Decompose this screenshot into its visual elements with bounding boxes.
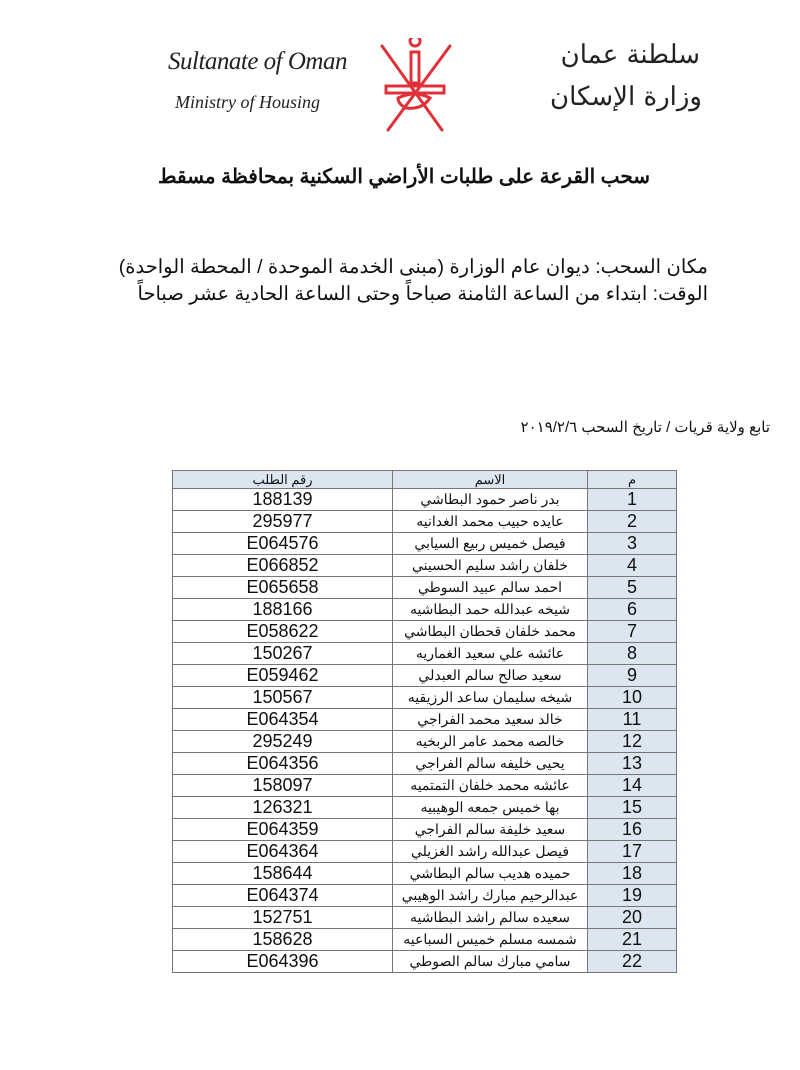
row-name: خالصه محمد عامر الربخيه [393,731,588,753]
row-request-number: 188166 [173,599,393,621]
row-request-number: 295977 [173,511,393,533]
row-name: خلفان راشد سليم الحسيني [393,555,588,577]
row-request-number: 150567 [173,687,393,709]
table-row [173,555,677,577]
table-row [173,907,677,929]
row-name: سامي مبارك سالم الصوطي [393,951,588,973]
row-request-number: 158097 [173,775,393,797]
row-name: عائشه علي سعيد الغماريه [393,643,588,665]
row-index: 17 [588,841,677,863]
row-name: بها خميس جمعه الوهيبيه [393,797,588,819]
table-row [173,797,677,819]
row-name: عبدالرحيم مبارك راشد الوهيبي [393,885,588,907]
oman-emblem-icon [370,38,460,138]
row-request-number: E058622 [173,621,393,643]
column-header-index: م [588,471,677,489]
row-name: شمسه مسلم خميس السباعيه [393,929,588,951]
table-row [173,577,677,599]
row-index: 5 [588,577,677,599]
arabic-country-name: سلطنة عمان [560,40,700,70]
table-row [173,775,677,797]
wilayat-and-date: تابع ولاية قريات / تاريخ السحب ٢٠١٩/٢/٦ [520,419,770,436]
row-index: 20 [588,907,677,929]
table-row [173,621,677,643]
row-request-number: 126321 [173,797,393,819]
table-row [173,753,677,775]
row-name: احمد سالم عبيد السوطي [393,577,588,599]
row-index: 16 [588,819,677,841]
row-index: 14 [588,775,677,797]
row-index: 10 [588,687,677,709]
row-request-number: E064576 [173,533,393,555]
row-name: محمد خلفان قحطان البطاشي [393,621,588,643]
row-request-number: E065658 [173,577,393,599]
row-name: فيصل عبدالله راشد الغزيلي [393,841,588,863]
row-name: سعيد صالح سالم العبدلي [393,665,588,687]
row-index: 22 [588,951,677,973]
table-row [173,841,677,863]
draw-location: مكان السحب: ديوان عام الوزارة (مبنى الخدمة الموحدة / المحطة الواحدة) [118,256,708,278]
table-row [173,709,677,731]
row-request-number: 158644 [173,863,393,885]
table-row [173,863,677,885]
row-index: 1 [588,489,677,511]
table-row [173,885,677,907]
table-row [173,929,677,951]
row-request-number: E066852 [173,555,393,577]
table-row [173,511,677,533]
row-index: 11 [588,709,677,731]
row-name: سعيد خليفة سالم الفراجي [393,819,588,841]
row-index: 3 [588,533,677,555]
draw-time: الوقت: ابتداء من الساعة الثامنة صباحاً وحتى الساعة الحادية عشر صباحاً [137,283,708,305]
table-row [173,489,677,511]
table-row [173,819,677,841]
column-header-request: رقم الطلب [173,471,393,489]
table-row [173,687,677,709]
row-name: يحيى خليفه سالم الفراجي [393,753,588,775]
row-request-number: 158628 [173,929,393,951]
row-index: 18 [588,863,677,885]
english-country-name: Sultanate of Oman [168,48,347,75]
row-request-number: 150267 [173,643,393,665]
row-request-number: E064374 [173,885,393,907]
table-header-row [173,471,677,489]
row-name: عايده حبيب محمد الغدانيه [393,511,588,533]
row-index: 15 [588,797,677,819]
row-name: عائشه محمد خلفان التمتميه [393,775,588,797]
row-index: 21 [588,929,677,951]
row-name: شيخه سليمان ساعد الرزيقيه [393,687,588,709]
english-ministry-name: Ministry of Housing [175,92,321,112]
row-index: 7 [588,621,677,643]
table-row [173,533,677,555]
row-index: 6 [588,599,677,621]
row-request-number: 295249 [173,731,393,753]
row-name: خالد سعيد محمد الفراجي [393,709,588,731]
row-request-number: E064356 [173,753,393,775]
document-title: سحب القرعة على طلبات الأراضي السكنية بمحافظة مسقط [157,166,650,188]
row-request-number: E059462 [173,665,393,687]
row-index: 13 [588,753,677,775]
row-name: شيخه عبدالله حمد البطاشيه [393,599,588,621]
table-row [173,951,677,973]
table-row [173,731,677,753]
arabic-ministry-name: وزارة الإسكان [550,82,702,112]
table-row [173,665,677,687]
row-request-number: E064364 [173,841,393,863]
row-name: سعيده سالم راشد البطاشيه [393,907,588,929]
row-index: 19 [588,885,677,907]
table-row [173,599,677,621]
row-index: 8 [588,643,677,665]
row-request-number: 188139 [173,489,393,511]
row-name: فيصل خميس ربيع السيابي [393,533,588,555]
row-request-number: E064354 [173,709,393,731]
row-request-number: 152751 [173,907,393,929]
row-index: 2 [588,511,677,533]
row-index: 12 [588,731,677,753]
row-index: 4 [588,555,677,577]
row-request-number: E064396 [173,951,393,973]
row-request-number: E064359 [173,819,393,841]
row-name: حميده هديب سالم البطاشي [393,863,588,885]
draw-results-table [172,470,677,973]
column-header-name: الاسم [393,471,588,489]
row-index: 9 [588,665,677,687]
row-name: بدر ناصر حمود البطاشي [393,489,588,511]
table-row [173,643,677,665]
